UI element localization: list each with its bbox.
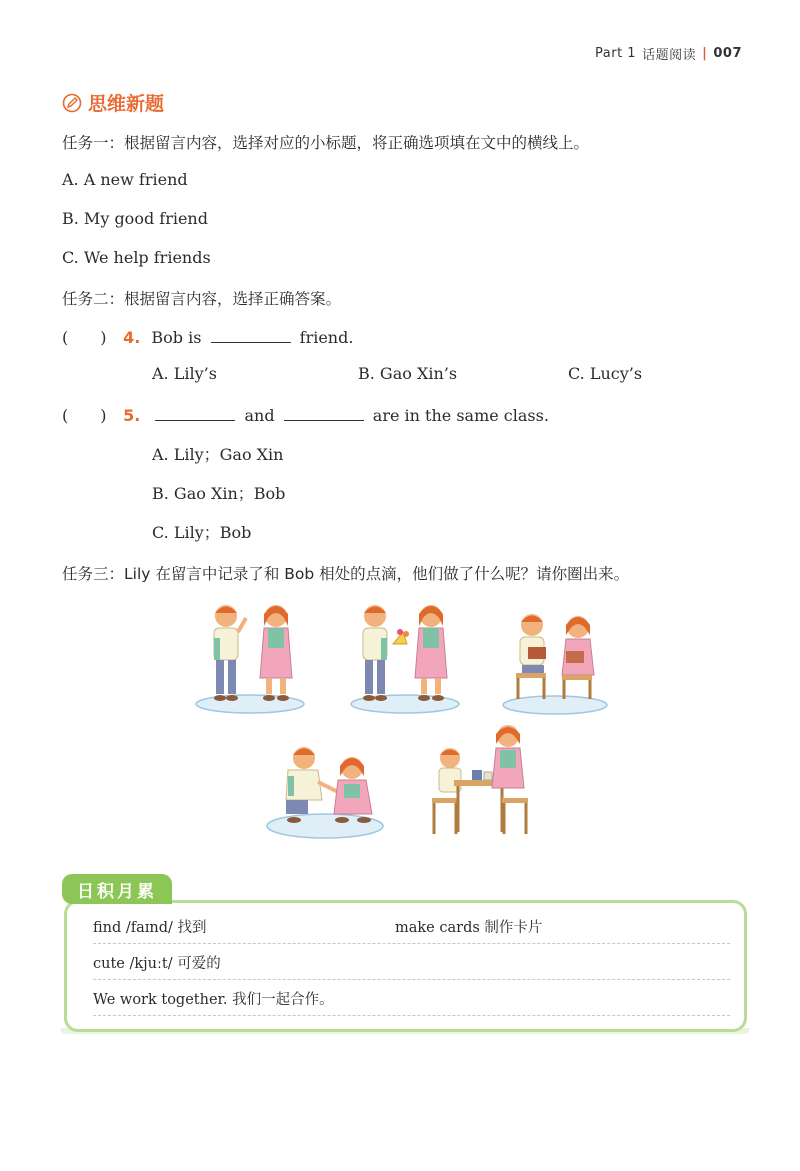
sentence-work-together: We work together. 我们一起合作。 xyxy=(93,992,334,1008)
section-title xyxy=(62,89,164,116)
question-5 xyxy=(62,403,549,426)
q5-option-b: B. Gao Xin；Bob xyxy=(152,484,286,503)
question-number: 5. xyxy=(123,406,141,425)
word-row xyxy=(93,985,730,1016)
answer-paren[interactable]: ( ) xyxy=(62,406,107,425)
question-stem-mid: and xyxy=(244,406,275,425)
illustration-making-cards[interactable] xyxy=(424,722,536,842)
word-row xyxy=(93,913,730,944)
word-box-tab: 日积月累 xyxy=(62,874,172,904)
q4-option-b: B. Gao Xin’s xyxy=(358,364,458,383)
task1-option-b: B. My good friend xyxy=(62,209,208,228)
q5-option-a: A. Lily；Gao Xin xyxy=(152,445,284,464)
word-box xyxy=(64,900,747,1032)
illustration-helping[interactable] xyxy=(264,740,386,840)
illustration-giving-flowers[interactable] xyxy=(345,598,465,716)
illustration-greeting[interactable] xyxy=(190,598,310,716)
task3-instruction: 任务三：Lily 在留言中记录了和 Bob 相处的点滴，他们做了什么呢？请你圈出来。 xyxy=(62,565,630,583)
answer-blank[interactable] xyxy=(284,406,364,421)
question-stem-end: are in the same class. xyxy=(372,406,549,425)
word-make-cards: make cards 制作卡片 xyxy=(395,920,543,936)
q5-option-c: C. Lily；Bob xyxy=(152,523,252,542)
header-topic: 话题阅读 xyxy=(642,48,697,63)
page-header xyxy=(595,44,742,63)
answer-paren[interactable]: ( ) xyxy=(62,328,107,347)
question-4 xyxy=(62,325,353,348)
question-stem: Bob is xyxy=(151,328,202,347)
answer-blank[interactable] xyxy=(155,406,235,421)
section-title-text: 思维新题 xyxy=(88,93,165,115)
word-row xyxy=(93,949,730,980)
word-find: find /faɪnd/ 找到 xyxy=(93,920,207,936)
task1-instruction: 任务一：根据留言内容，选择对应的小标题，将正确选项填在文中的横线上。 xyxy=(62,134,590,152)
question-stem-end: friend. xyxy=(299,328,354,347)
pencil-circle-icon xyxy=(62,93,82,113)
header-separator: | xyxy=(702,46,708,61)
page-number: 007 xyxy=(713,46,742,61)
header-part: Part 1 xyxy=(595,46,637,61)
task1-option-a: A. A new friend xyxy=(62,170,188,189)
q4-option-c: C. Lucy’s xyxy=(568,364,643,383)
word-cute: cute /kjuːt/ 可爱的 xyxy=(93,956,221,972)
question-number: 4. xyxy=(123,328,141,347)
task1-option-c: C. We help friends xyxy=(62,248,211,267)
task2-instruction: 任务二：根据留言内容，选择正确答案。 xyxy=(62,290,342,308)
q4-option-a: A. Lily’s xyxy=(152,364,217,383)
illustration-reading[interactable] xyxy=(500,605,610,717)
answer-blank[interactable] xyxy=(211,328,291,343)
